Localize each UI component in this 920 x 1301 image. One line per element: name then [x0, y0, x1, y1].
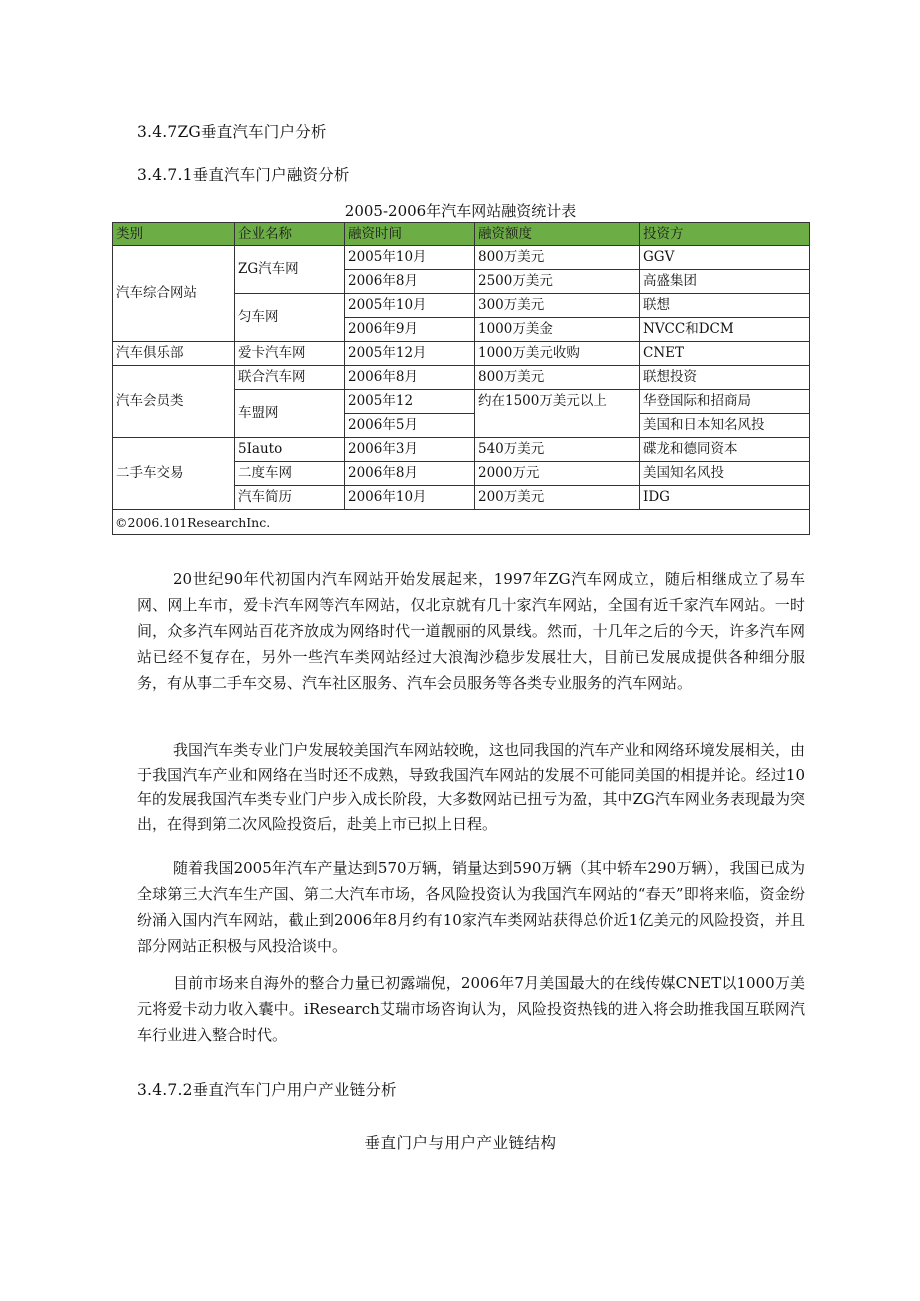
company-cell: 汽车简历: [235, 486, 345, 510]
column-header-amount: 融资额度: [475, 223, 640, 246]
table-row: [113, 342, 810, 366]
category-cell: 汽车会员类: [113, 366, 235, 438]
subsection-heading-financing: 3.4.7.1垂直汽车门户融资分析: [137, 166, 350, 184]
table-footnote: ©2006.101ResearchInc.: [113, 510, 810, 535]
time-cell: 2005年12: [345, 390, 475, 414]
paragraph: 我国汽车类专业门户发展较美国汽车网站较晚，这也同我国的汽车产业和网络环境发展相关，由于我国汽车产业和网络在当时还不成熟，导致我国汽车网站的发展不可能同美国的相提并论。经过10年的发展我国汽车类专业门户步入成长阶段，大多数网站已扭亏为盈，其中ZG汽车网业务表现最为突出，在得到第二次风险投资后，赴美上市已拟上日程。: [137, 741, 805, 833]
paragraph: 随着我国2005年汽车产量达到570万辆，销量达到590万辆（其中轿车290万辆），我国已成为全球第三大汽车生产国、第二大汽车市场，各风险投资认为我国汽车网站的“春天”即将来临，资金纷纷涌入国内汽车网站，截止到2006年8月约有10家汽车类网站获得总价近1亿美元的风险投资，并且部分网站正积极与风投洽谈中。: [137, 859, 805, 955]
time-cell: 2005年10月: [345, 246, 475, 270]
company-cell: 车盟网: [235, 390, 345, 438]
time-cell: 2006年5月: [345, 414, 475, 438]
column-header-category: 类别: [113, 223, 235, 246]
investor-cell: 美国知名风投: [640, 462, 810, 486]
category-cell: 二手车交易: [113, 438, 235, 510]
financing-table: [112, 222, 810, 535]
investor-cell: CNET: [640, 342, 810, 366]
amount-cell: 300万美元: [475, 294, 640, 318]
company-cell: 二度车网: [235, 462, 345, 486]
amount-cell: 540万美元: [475, 438, 640, 462]
company-cell: 爱卡汽车网: [235, 342, 345, 366]
category-cell: 汽车俱乐部: [113, 342, 235, 366]
table-row: [113, 366, 810, 390]
investor-cell: 联想: [640, 294, 810, 318]
table-row: [113, 438, 810, 462]
column-header-company: 企业名称: [235, 223, 345, 246]
table-footnote-row: [113, 510, 810, 535]
time-cell: 2006年3月: [345, 438, 475, 462]
time-cell: 2006年8月: [345, 462, 475, 486]
company-cell: 联合汽车网: [235, 366, 345, 390]
investor-cell: GGV: [640, 246, 810, 270]
amount-cell: 约在1500万美元以上: [475, 390, 640, 438]
company-cell: 匀车网: [235, 294, 345, 342]
company-cell: ZG汽车网: [235, 246, 345, 294]
figure-title: 垂直门户与用户产业链结构: [364, 1134, 557, 1152]
investor-cell: 高盛集团: [640, 270, 810, 294]
amount-cell: 800万美元: [475, 366, 640, 390]
table-header-row: [113, 223, 810, 246]
investor-cell: 联想投资: [640, 366, 810, 390]
amount-cell: 2500万美元: [475, 270, 640, 294]
paragraph: 目前市场来自海外的整合力量已初露端倪，2006年7月美国最大的在线传媒CNET以1000万美元将爱卡动力收入囊中。iResearch艾瑞市场咨询认为，风险投资热钱的进入将会助推我国互联网汽车行业进入整合时代。: [137, 974, 805, 1044]
time-cell: 2005年12月: [345, 342, 475, 366]
amount-cell: 200万美元: [475, 486, 640, 510]
amount-cell: 800万美元: [475, 246, 640, 270]
investor-cell: 美国和日本知名风投: [640, 414, 810, 438]
table-title: 2005-2006年汽车网站融资统计表: [344, 202, 577, 220]
column-header-time: 融资时间: [345, 223, 475, 246]
amount-cell: 2000万元: [475, 462, 640, 486]
investor-cell: 碟龙和德同资本: [640, 438, 810, 462]
amount-cell: 1000万美金: [475, 318, 640, 342]
section-heading: 3.4.7ZG垂直汽车门户分析: [137, 123, 327, 141]
investor-cell: NVCC和DCM: [640, 318, 810, 342]
time-cell: 2006年10月: [345, 486, 475, 510]
time-cell: 2005年10月: [345, 294, 475, 318]
column-header-investor: 投资方: [640, 223, 810, 246]
amount-cell: 1000万美元收购: [475, 342, 640, 366]
company-cell: 5Iauto: [235, 438, 345, 462]
subsection-heading-chain: 3.4.7.2垂直汽车门户用户产业链分析: [137, 1081, 397, 1099]
time-cell: 2006年8月: [345, 270, 475, 294]
paragraph: 20世纪90年代初国内汽车网站开始发展起来，1997年ZG汽车网成立，随后相继成立了易车网、网上车市，爱卡汽车网等汽车网站，仅北京就有几十家汽车网站，全国有近千家汽车网站。一时间，众多汽车网站百花齐放成为网络时代一道靓丽的风景线。然而，十几年之后的今天，许多汽车网站已经不复存在，另外一些汽车类网站经过大浪淘沙稳步发展壮大，目前已发展成提供各种细分服务，有从事二手车交易、汽车社区服务、汽车会员服务等各类专业服务的汽车网站。: [137, 570, 805, 692]
time-cell: 2006年8月: [345, 366, 475, 390]
investor-cell: IDG: [640, 486, 810, 510]
investor-cell: 华登国际和招商局: [640, 390, 810, 414]
table-row: [113, 246, 810, 270]
category-cell: 汽车综合网站: [113, 246, 235, 342]
time-cell: 2006年9月: [345, 318, 475, 342]
